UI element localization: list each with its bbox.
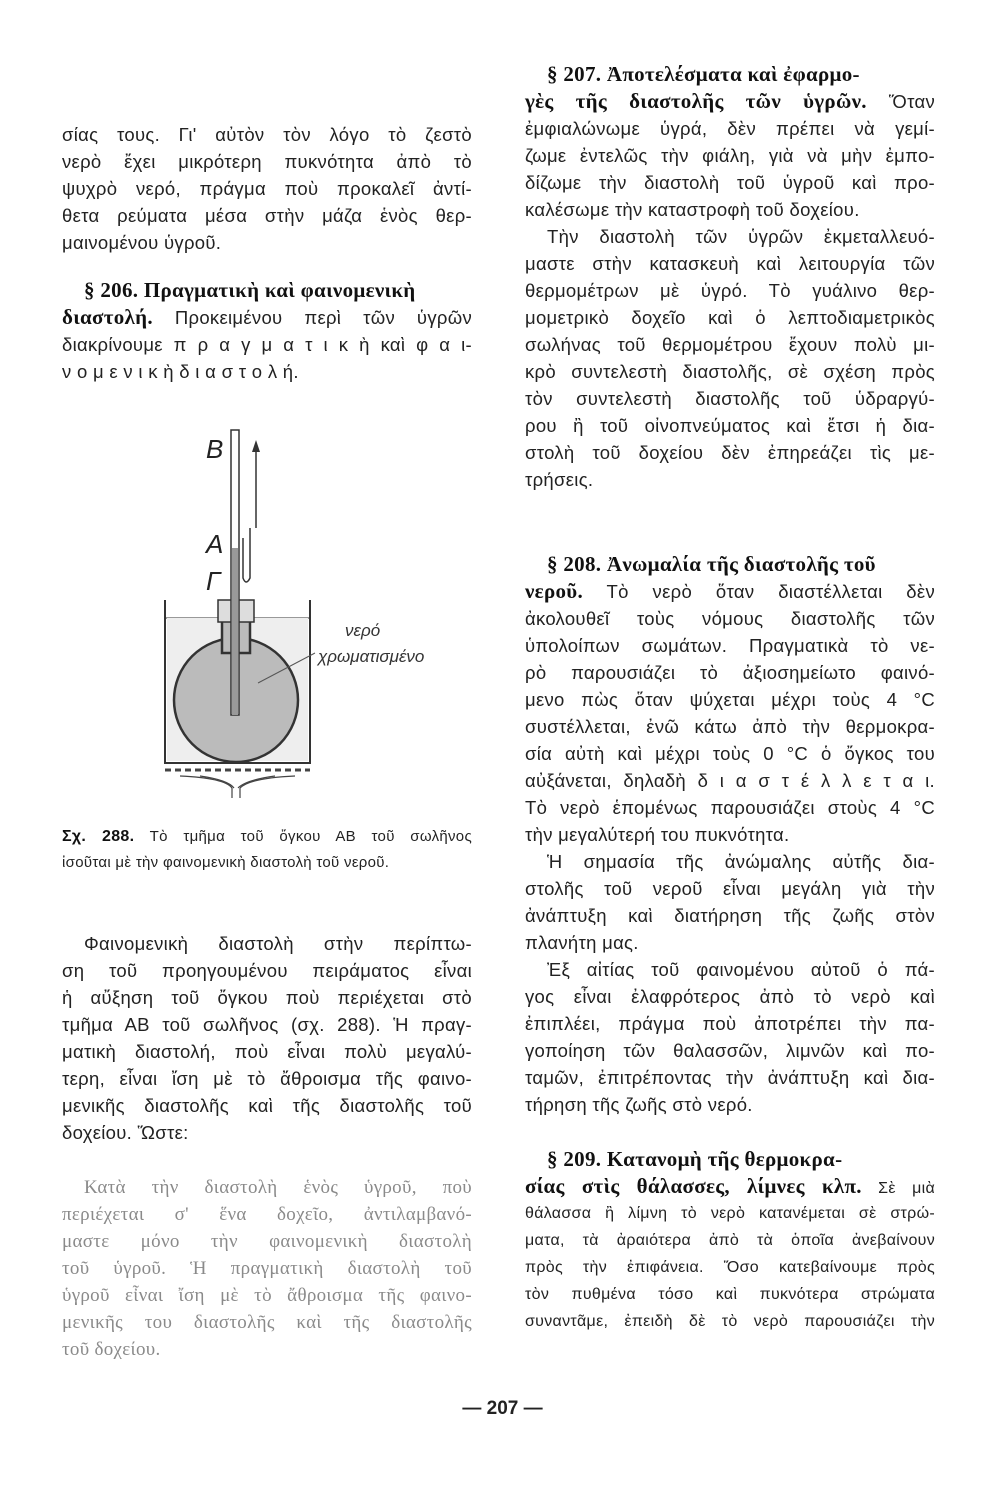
text-run: Σὲ μιὰ bbox=[861, 1180, 935, 1197]
text-line: τοῦ ὑγροῦ. Ἡ πραγματικὴ διαστολὴ τοῦ bbox=[62, 1258, 472, 1279]
section-heading: διαστολή. bbox=[62, 305, 153, 329]
text-run: Τὸ τμῆμα τοῦ ὄγκου ΑΒ τοῦ σωλῆνος bbox=[134, 828, 472, 845]
text-line: Ἐξ αἰτίας τοῦ φαινομένου αὐτοῦ ὁ πά- bbox=[547, 959, 935, 980]
section-208 bbox=[525, 551, 935, 1118]
text-line: ματα, τὰ ἀραιότερα ἀπὸ τὰ ὁποῖα ἀνεβαίνουν bbox=[525, 1232, 935, 1249]
text-line: συναντᾶμε, ἐπειδὴ δὲ τὸ νερὸ παρουσιάζει τὴν bbox=[525, 1313, 935, 1330]
text-line: δοχείου. Ὥστε: bbox=[62, 1122, 189, 1143]
text-line: ἀνάπτυξη καὶ διατήρηση τῆς ζωῆς στὸν bbox=[525, 905, 935, 926]
water-label-line1: νερό bbox=[345, 621, 381, 640]
text-line: ματικὴ διαστολή, ποὺ εἶναι πολὺ μεγαλύ- bbox=[62, 1041, 472, 1062]
burner-flame bbox=[165, 770, 310, 798]
text-line: ὑγροῦ εἶναι ἴση μὲ τὸ ἄθροισμα τῆς φαινο- bbox=[62, 1285, 472, 1306]
text-run: Ὅταν bbox=[866, 91, 935, 112]
text-line: τὴν μεγαλύτερή του πυκνότητα. bbox=[525, 824, 790, 845]
text-line: μαστε μόνο τὴν φαινομενικὴ διαστολὴ bbox=[62, 1231, 472, 1252]
section-207 bbox=[525, 61, 935, 493]
text-line bbox=[525, 578, 935, 605]
text-line: γος εἶναι ἐλαφρότερος ἀπὸ τὸ νερὸ καὶ bbox=[525, 986, 935, 1007]
text-line bbox=[62, 277, 472, 304]
section-heading: § 206. Πραγματικὴ καὶ φαινομενικὴ bbox=[84, 278, 416, 302]
text-line: Κατὰ τὴν διαστολὴ ἑνὸς ὑγροῦ, ποὺ bbox=[84, 1177, 472, 1198]
text-line: μομετρικὸ δοχεῖο καὶ ὁ λεπτοδιαμετρικὸς bbox=[525, 307, 935, 328]
text-line: νερὸ ἔχει μικρότερη πυκνότητα ἀπὸ τὸ bbox=[62, 151, 472, 172]
text-line: στολὴ τοῦ δοχείου δὲν ἐπηρεάζει τὶς με- bbox=[525, 442, 935, 463]
text-line: ρὸ παρουσιάζει τὸ ἀξιοσημείωτο φαινό- bbox=[525, 662, 935, 683]
text-line: ἰσοῦται μὲ τὴν φαινομενικὴ διαστολὴ τοῦ νεροῦ. bbox=[62, 854, 390, 871]
text-line: τρήσεις. bbox=[525, 469, 594, 490]
section-206 bbox=[62, 277, 472, 385]
text-line bbox=[525, 1146, 935, 1173]
text-line: ρου ἢ τοῦ οἰνοπνεύματος καὶ ἔτσι ἡ δια- bbox=[525, 415, 935, 436]
section-heading: § 209. Κατανομὴ τῆς θερμοκρα- bbox=[547, 1147, 843, 1171]
page-number: — 207 — bbox=[462, 1398, 543, 1419]
text-line: τοῦ δοχείου. bbox=[62, 1339, 161, 1360]
text-line: διακρίνουμε π ρ α γ μ α τ ι κ ὴ καὶ φ α ι- bbox=[62, 334, 472, 355]
text-run: Προκειμένου περὶ τῶν ὑγρῶν bbox=[152, 307, 472, 328]
section-heading: § 208. Ἀνωμαλία τῆς διαστολῆς τοῦ bbox=[547, 552, 876, 576]
text-line: ση τοῦ προηγουμένου πειράματος εἶναι bbox=[62, 960, 472, 981]
text-line: θάλασσα ἢ λίμνη τὸ νερὸ κατανέμεται σὲ στρώ- bbox=[525, 1205, 935, 1222]
text-line: στολῆς τοῦ νεροῦ εἶναι μεγάλη γιὰ τὴν bbox=[525, 878, 935, 899]
text-line: Ἡ σημασία τῆς ἀνώμαλης αὐτῆς δια- bbox=[547, 851, 935, 872]
label-gamma: Γ bbox=[206, 566, 221, 596]
text-line: ἐμφιαλώνωμε ὑγρά, δὲν πρέπει νὰ γεμί- bbox=[525, 118, 935, 139]
section-heading: § 207. Ἀποτελέσματα καὶ ἐφαρμο- bbox=[547, 62, 860, 86]
text-line: τερη, εἶναι ἴση μὲ τὸ ἄθροισμα τῆς φαινο- bbox=[62, 1068, 472, 1089]
text-line: κρὸ συντελεστὴ διαστολῆς, σὲ σχέση πρὸς bbox=[525, 361, 935, 382]
water-label-line2: χρωματισμένο bbox=[318, 647, 425, 666]
text-line: τὸν συντελεστὴ διαστολῆς τοῦ ὑδραργύ- bbox=[525, 388, 935, 409]
text-line: μαστε στὴν κατασκευὴ καὶ λειτουργία τῶν bbox=[525, 253, 935, 274]
text-line: ἀκολουθεῖ τοὺς νόμους διαστολῆς τῶν bbox=[525, 608, 935, 629]
text-line: ἐπιπλέει, πράγμα ποὺ ἀποτρέπει τὴν πα- bbox=[525, 1013, 935, 1034]
text-line: τμῆμα ΑΒ τοῦ σωλῆνος (σχ. 288). Ἡ πραγ- bbox=[62, 1014, 472, 1035]
label-a: Α bbox=[206, 529, 224, 559]
text-line: μενικῆς του διαστολῆς καὶ τῆς διαστολῆς bbox=[62, 1312, 472, 1333]
text-line: μαινομένου ὑγροῦ. bbox=[62, 232, 222, 253]
text-line: θετα ρεύματα μέσα στὴν μάζα ἑνὸς θερ- bbox=[62, 205, 472, 226]
text-line: γοποίηση τῶν θαλασσῶν, λιμνῶν καὶ πο- bbox=[525, 1040, 935, 1061]
text-line bbox=[525, 61, 935, 88]
section-heading: σίας στὶς θάλασσες, λίμνες κλπ. bbox=[525, 1174, 862, 1198]
text-line: πλανήτη μας. bbox=[525, 932, 639, 953]
text-line bbox=[525, 88, 935, 115]
text-line: καλέσωμε τὴν καταστροφὴ τοῦ δοχείου. bbox=[525, 199, 860, 220]
text-line: ν ο μ ε ν ι κ ὴ δ ι α σ τ ο λ ή. bbox=[62, 361, 299, 382]
text-line: σία αὐτὴ καὶ μέχρι τοὺς 0 °C ὁ ὄγκος του bbox=[525, 743, 935, 764]
section-209 bbox=[525, 1146, 935, 1335]
text-line: περιέχεται σ' ἕνα δοχεῖο, ἀντιλαμβανό- bbox=[62, 1204, 472, 1225]
text-line bbox=[62, 824, 472, 850]
section-heading: Σχ. 288. bbox=[62, 828, 135, 845]
liquid-column bbox=[232, 548, 238, 715]
para-apparent bbox=[62, 930, 472, 1146]
label-b: Β bbox=[206, 434, 224, 464]
text-line bbox=[525, 551, 935, 578]
text-line: αὐξάνεται, δηλαδὴ δ ι α σ τ έ λ λ ε τ α ι. bbox=[525, 770, 935, 791]
text-line: μενικῆς διαστολῆς καὶ τῆς διαστολῆς τοῦ bbox=[62, 1095, 472, 1116]
text-line: συστέλλεται, ἐνῶ κάτω ἀπὸ τὴν θερμοκρα- bbox=[525, 716, 935, 737]
figure-288-flask-diagram bbox=[140, 418, 470, 798]
text-line: Τὴν διαστολὴ τῶν ὑγρῶν ἐκμεταλλευό- bbox=[547, 226, 935, 247]
text-line: ψυχρὸ νερό, πράγμα ποὺ προκαλεῖ ἀντί- bbox=[62, 178, 472, 199]
text-line: δίζωμε τὴν διαστολὴ τοῦ ὑγροῦ καὶ προ- bbox=[525, 172, 935, 193]
text-line: ζωμε ἐντελῶς τὴν φιάλη, γιὰ νὰ μὴν ἐμπο- bbox=[525, 145, 935, 166]
text-line: σωλήνας τοῦ θερμομέτρου ἔχουν πολὺ μι- bbox=[525, 334, 935, 355]
text-line bbox=[62, 304, 472, 331]
figure-caption bbox=[62, 824, 472, 876]
text-line: σίας τους. Γι' αὐτὸν τὸν λόγο τὸ ζεστὸ bbox=[62, 124, 472, 145]
para-summary bbox=[62, 1174, 472, 1363]
text-line: τήρηση τῆς ζωῆς στὸ νερό. bbox=[525, 1094, 753, 1115]
text-line: ταμῶν, ἐπιτρέποντας τὴν ἀνάπτυξη καὶ δια- bbox=[525, 1067, 935, 1088]
scale-marker bbox=[243, 528, 250, 582]
text-line: πρὸς τὴν ἐπιφάνεια. Ὅσο κατεβαίνουμε πρὸς bbox=[525, 1259, 935, 1276]
text-line: ὑπολοίπων σωμάτων. Πραγματικὰ τὸ νε- bbox=[525, 635, 935, 656]
section-heading: γὲς τῆς διαστολῆς τῶν ὑγρῶν. bbox=[525, 89, 867, 113]
text-line: θερμομέτρων μὲ ὑγρό. Τὸ γυάλινο θερ- bbox=[525, 280, 935, 301]
section-heading: νεροῦ. bbox=[525, 579, 584, 603]
text-line: Φαινομενικὴ διαστολὴ στὴν περίπτω- bbox=[84, 933, 472, 954]
text-line: τὸν πυθμένα τόσο καὶ πυκνότερα στρώματα bbox=[525, 1286, 935, 1303]
text-line: Τὸ νερὸ ἑπομένως παρουσιάζει στοὺς 4 °C bbox=[525, 797, 935, 818]
text-line: μενο πὼς ὅταν ψύχεται μέχρι τοὺς 4 °C bbox=[525, 689, 935, 710]
para-convection bbox=[62, 121, 472, 256]
text-run: Τὸ νερὸ ὅταν διαστέλλεται δὲν bbox=[583, 581, 935, 602]
text-line: ἡ αὔξηση τοῦ ὄγκου ποὺ περιέχεται στὸ bbox=[62, 987, 472, 1008]
text-line bbox=[525, 1173, 935, 1200]
